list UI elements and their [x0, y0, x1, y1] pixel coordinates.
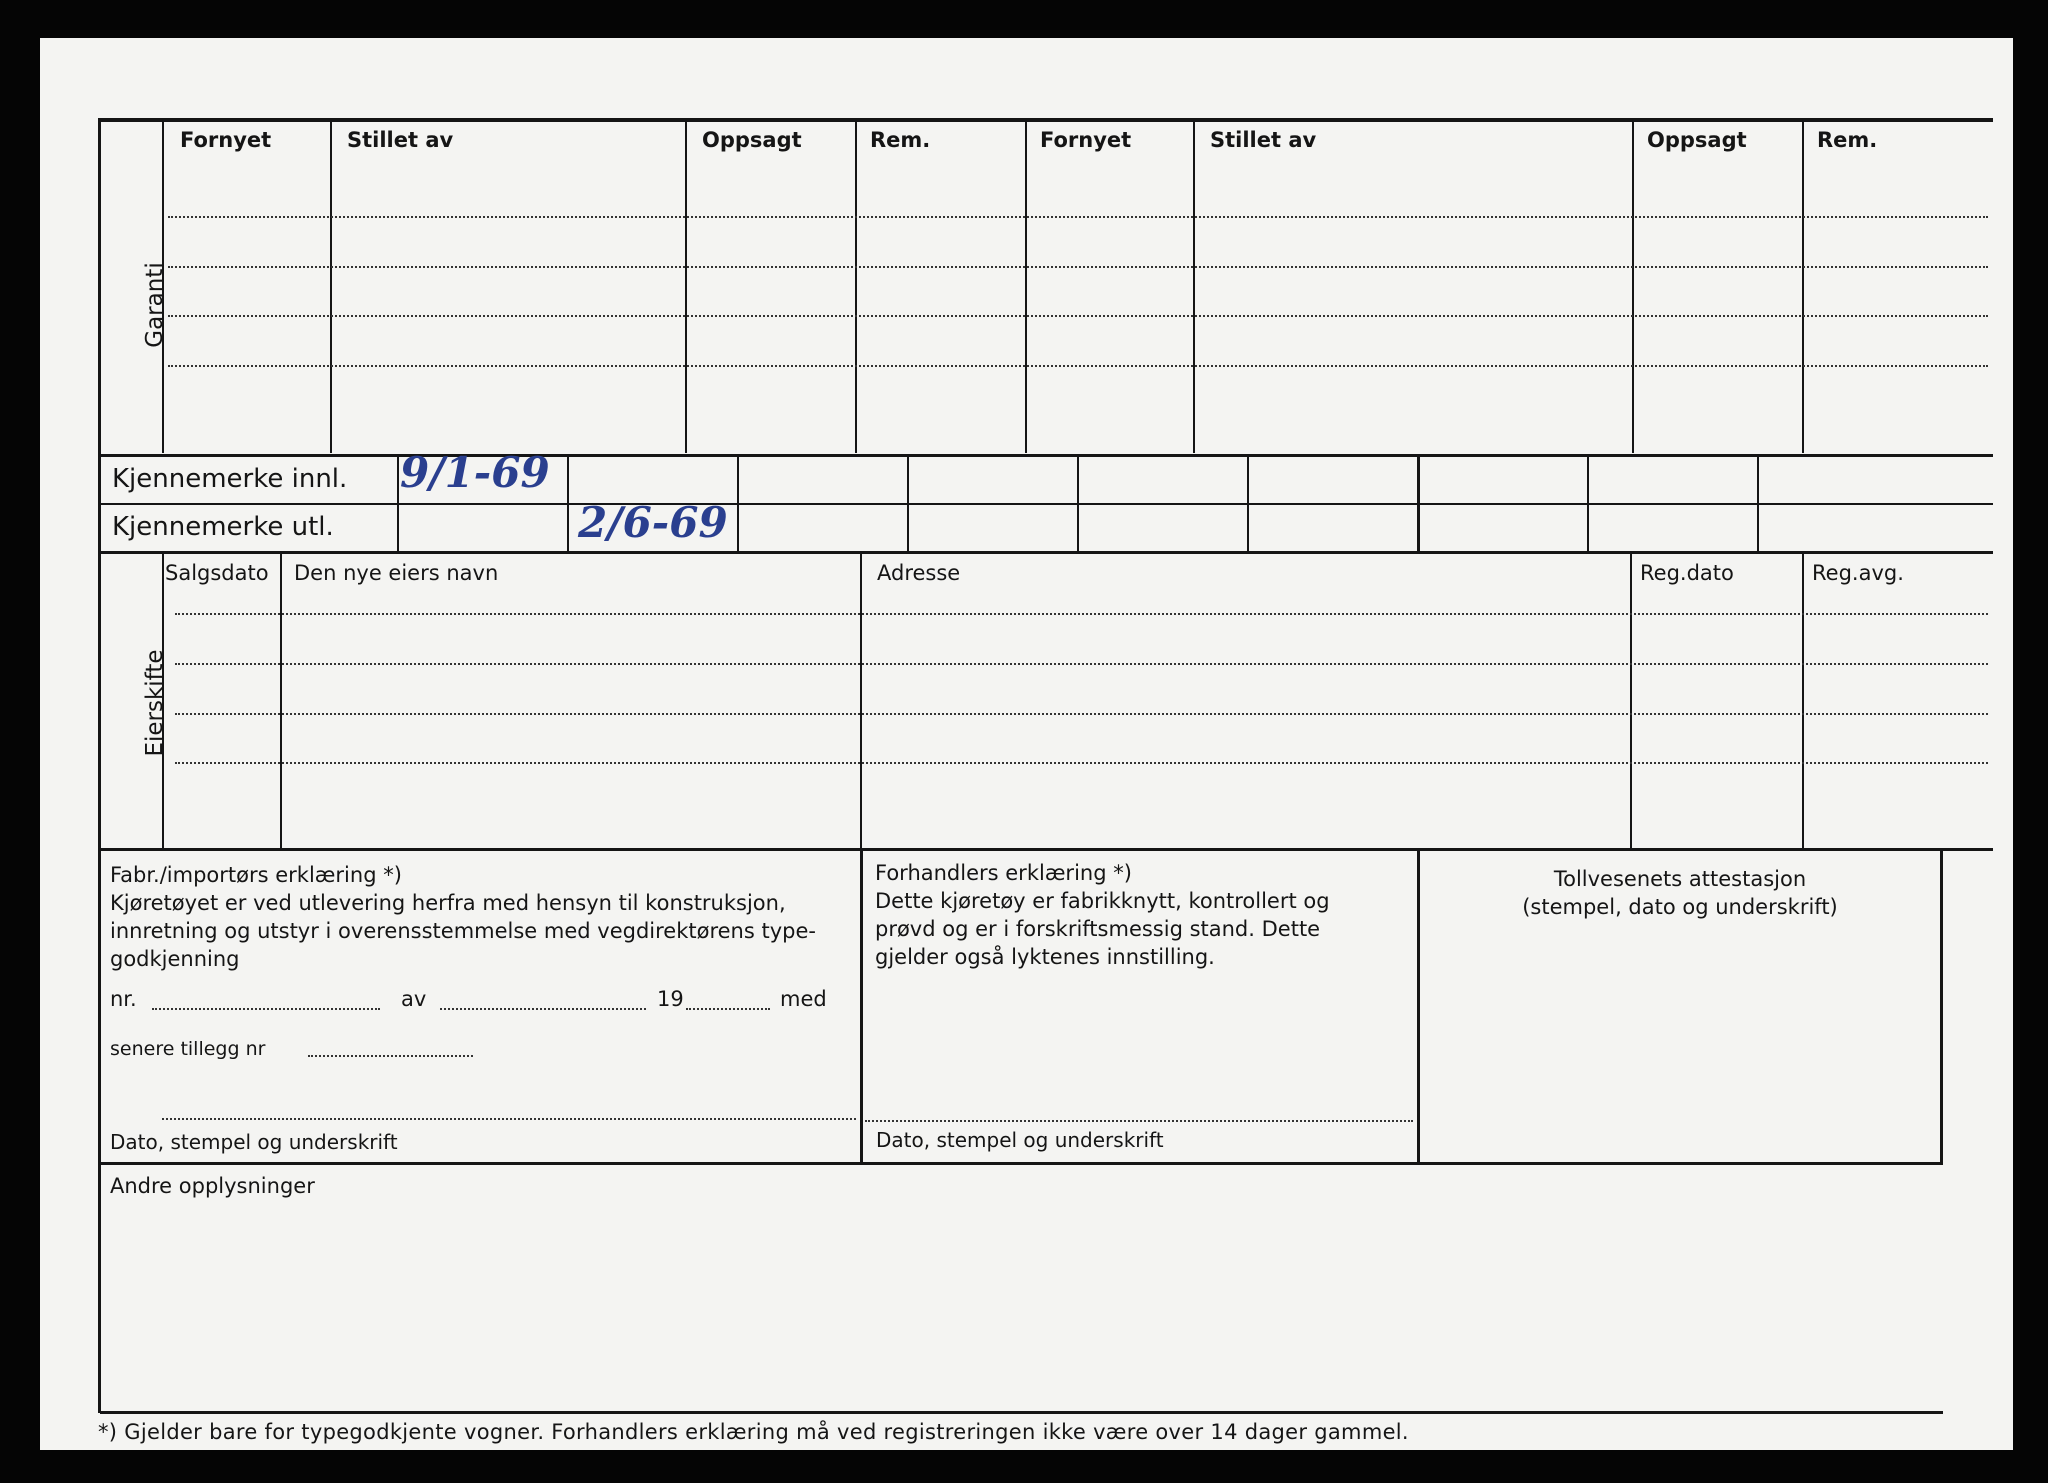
eierskifte-col-line [162, 553, 164, 848]
eierskifte-header: Reg.avg. [1812, 561, 1904, 585]
kjennemerke-col-line [907, 457, 909, 551]
kjennemerke-col-line [1587, 457, 1589, 551]
dotted-line [168, 216, 1988, 218]
fabr-senere-label: senere tillegg nr [110, 1038, 266, 1060]
fabr-line: godkjenning [110, 947, 240, 971]
divider [100, 848, 1993, 851]
kjennemerke-col-line [1417, 457, 1420, 551]
garanti-col-line [1025, 122, 1027, 453]
dotted-line [175, 762, 1988, 764]
andre-opplysninger-label: Andre opplysninger [110, 1174, 315, 1198]
footnote: *) Gjelder bare for typegodkjente vogner. Forhandlers erklæring må ved registreringen ikke være over 14 dager gammel. [98, 1420, 1409, 1444]
fabr-line: Kjøretøyet er ved utlevering herfra med hensyn til konstruksjon, [110, 891, 786, 915]
registration-card [40, 38, 2013, 1450]
forhandler-line: gjelder også lyktenes innstilling. [875, 945, 1215, 969]
fabr-year-dots [686, 1008, 770, 1010]
fabr-year-label: 19 [657, 987, 684, 1011]
eierskifte-col-line [1630, 553, 1632, 848]
dotted-line [168, 365, 1988, 367]
garanti-header: Rem. [1817, 128, 1878, 152]
left-border [98, 118, 101, 1413]
garanti-header: Oppsagt [1647, 128, 1747, 152]
garanti-col-line [330, 122, 332, 453]
kjennemerke-col-line [737, 457, 739, 551]
fabr-av-label: av [401, 987, 427, 1011]
kjennemerke-utl-label: Kjennemerke utl. [112, 512, 334, 542]
kjennemerke-col-line [567, 457, 569, 551]
kjennemerke-col-line [1077, 457, 1079, 551]
forhandler-signature-line [865, 1120, 1413, 1122]
divider [100, 454, 1993, 457]
eierskifte-header: Reg.dato [1640, 561, 1734, 585]
bottom-border [100, 1411, 1943, 1414]
eierskifte-header: Salgsdato [165, 561, 269, 585]
eierskifte-col-line [280, 553, 282, 848]
forhandler-line: prøvd og er i forskriftsmessig stand. Dette [875, 917, 1321, 941]
divider [100, 1162, 1943, 1165]
toll-subtitle: (stempel, dato og underskrift) [1522, 895, 1838, 919]
declaration-right-border [1940, 850, 1943, 1162]
eierskifte-label: Eierskifte [142, 649, 168, 757]
garanti-col-line [1802, 122, 1804, 453]
garanti-col-line [1193, 122, 1195, 453]
fabr-signature-label: Dato, stempel og underskrift [110, 1130, 398, 1154]
kjennemerke-col-line [1247, 457, 1249, 551]
fabr-senere-dots [308, 1055, 473, 1057]
dotted-line [175, 663, 1988, 665]
fabr-title: Fabr./importørs erklæring *) [110, 863, 402, 887]
garanti-header: Rem. [870, 128, 931, 152]
top-border [100, 118, 1993, 122]
garanti-header: Fornyet [1040, 128, 1132, 152]
declaration-col-line [860, 850, 863, 1162]
divider [100, 551, 1993, 554]
handwritten-innl-date: 9/1-69 [400, 448, 550, 497]
fabr-line: innretning og utstyr i overensstemmelse med vegdirektørens type- [110, 919, 816, 943]
dotted-line [175, 613, 1988, 615]
divider [100, 503, 1993, 505]
forhandler-title: Forhandlers erklæring *) [875, 861, 1132, 885]
handwritten-utl-date: 2/6-69 [578, 498, 728, 547]
kjennemerke-innl-label: Kjennemerke innl. [112, 464, 348, 494]
fabr-med-label: med [780, 987, 827, 1011]
dotted-line [175, 713, 1988, 715]
eierskifte-col-line [860, 553, 862, 848]
toll-title: Tollvesenets attestasjon [1553, 867, 1807, 891]
forhandler-line: Dette kjøretøy er fabrikknytt, kontrollert og [875, 889, 1330, 913]
fabr-av-dots [440, 1008, 646, 1010]
forhandler-signature-label: Dato, stempel og underskrift [876, 1128, 1164, 1152]
garanti-label: Garanti [142, 262, 168, 348]
kjennemerke-col-line [397, 457, 399, 551]
garanti-header: Fornyet [180, 128, 272, 152]
garanti-col-line [1632, 122, 1634, 453]
garanti-col-line [855, 122, 857, 453]
fabr-nr-dots [152, 1008, 380, 1010]
garanti-header: Stillet av [1210, 128, 1317, 152]
kjennemerke-col-line [1757, 457, 1759, 551]
garanti-header: Oppsagt [702, 128, 802, 152]
eierskifte-header: Den nye eiers navn [294, 561, 499, 585]
dotted-line [168, 315, 1988, 317]
fabr-nr-label: nr. [110, 987, 137, 1011]
garanti-col-line [162, 122, 164, 453]
dotted-line [168, 266, 1988, 268]
garanti-header: Stillet av [347, 128, 454, 152]
eierskifte-header: Adresse [877, 561, 961, 585]
eierskifte-col-line [1802, 553, 1804, 848]
garanti-col-line [685, 122, 687, 453]
fabr-signature-line [162, 1118, 856, 1120]
